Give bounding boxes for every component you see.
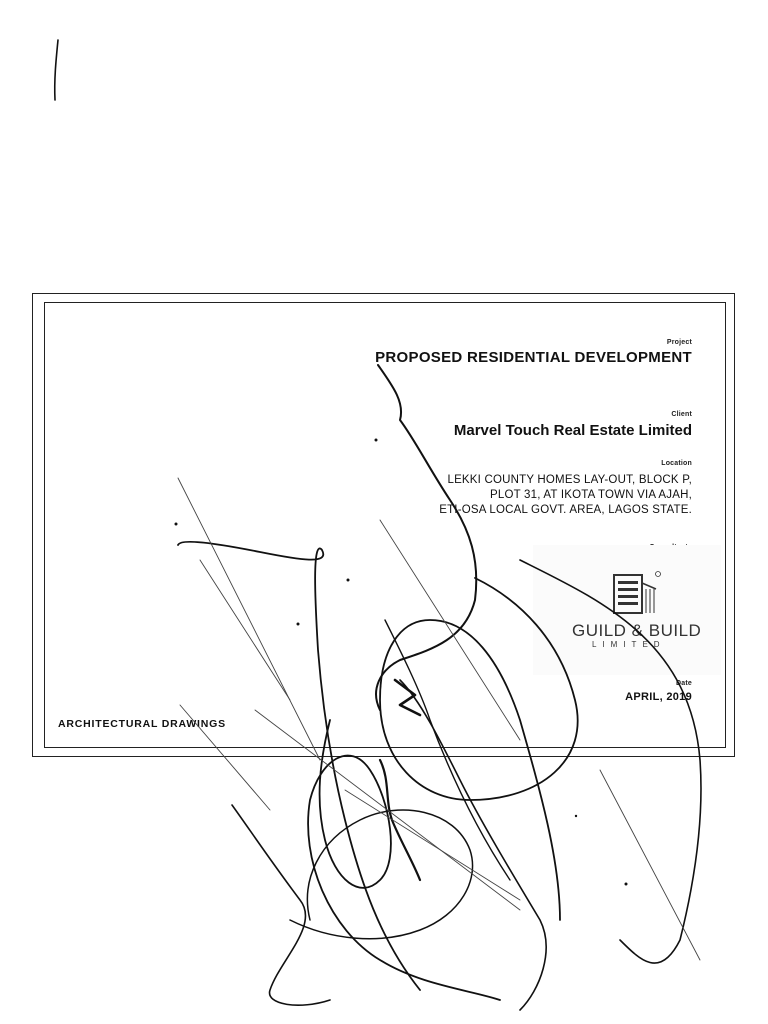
location-line-1: LEKKI COUNTY HOMES LAY-OUT, BLOCK P, — [447, 474, 692, 486]
consultant-logo-subtext: LIMITED — [592, 640, 666, 649]
scribble-stroke — [290, 810, 473, 939]
date-label: Date — [676, 680, 692, 687]
consultant-logo-text: GUILD & BUILD — [572, 621, 702, 640]
project-label: Project — [666, 339, 692, 346]
location-line-3: ETI-OSA LOCAL GOVT. AREA, LAGOS STATE. — [439, 504, 692, 516]
scribble-dot — [575, 815, 577, 817]
client-name: Marvel Touch Real Estate Limited — [453, 422, 692, 439]
scribble-stroke — [380, 760, 420, 880]
scribble-dot — [625, 883, 628, 886]
project-title: PROPOSED RESIDENTIAL DEVELOPMENT — [375, 349, 692, 366]
scribble-stroke — [55, 40, 58, 100]
location-label: Location — [661, 460, 692, 467]
date-value: APRIL, 2019 — [625, 691, 692, 703]
inner-sheet-border — [44, 302, 726, 748]
client-label: Client — [671, 411, 692, 418]
location-address — [439, 473, 692, 518]
drawings-title: ARCHITECTURAL DRAWINGS — [58, 718, 226, 730]
location-line-2: PLOT 31, AT IKOTA TOWN VIA AJAH, — [490, 489, 692, 501]
scribble-stroke — [600, 770, 700, 960]
scribble-stroke — [308, 720, 500, 1000]
scribble-stroke — [345, 790, 520, 900]
building-logo-icon — [612, 567, 662, 615]
scribble-stroke — [232, 805, 330, 1005]
